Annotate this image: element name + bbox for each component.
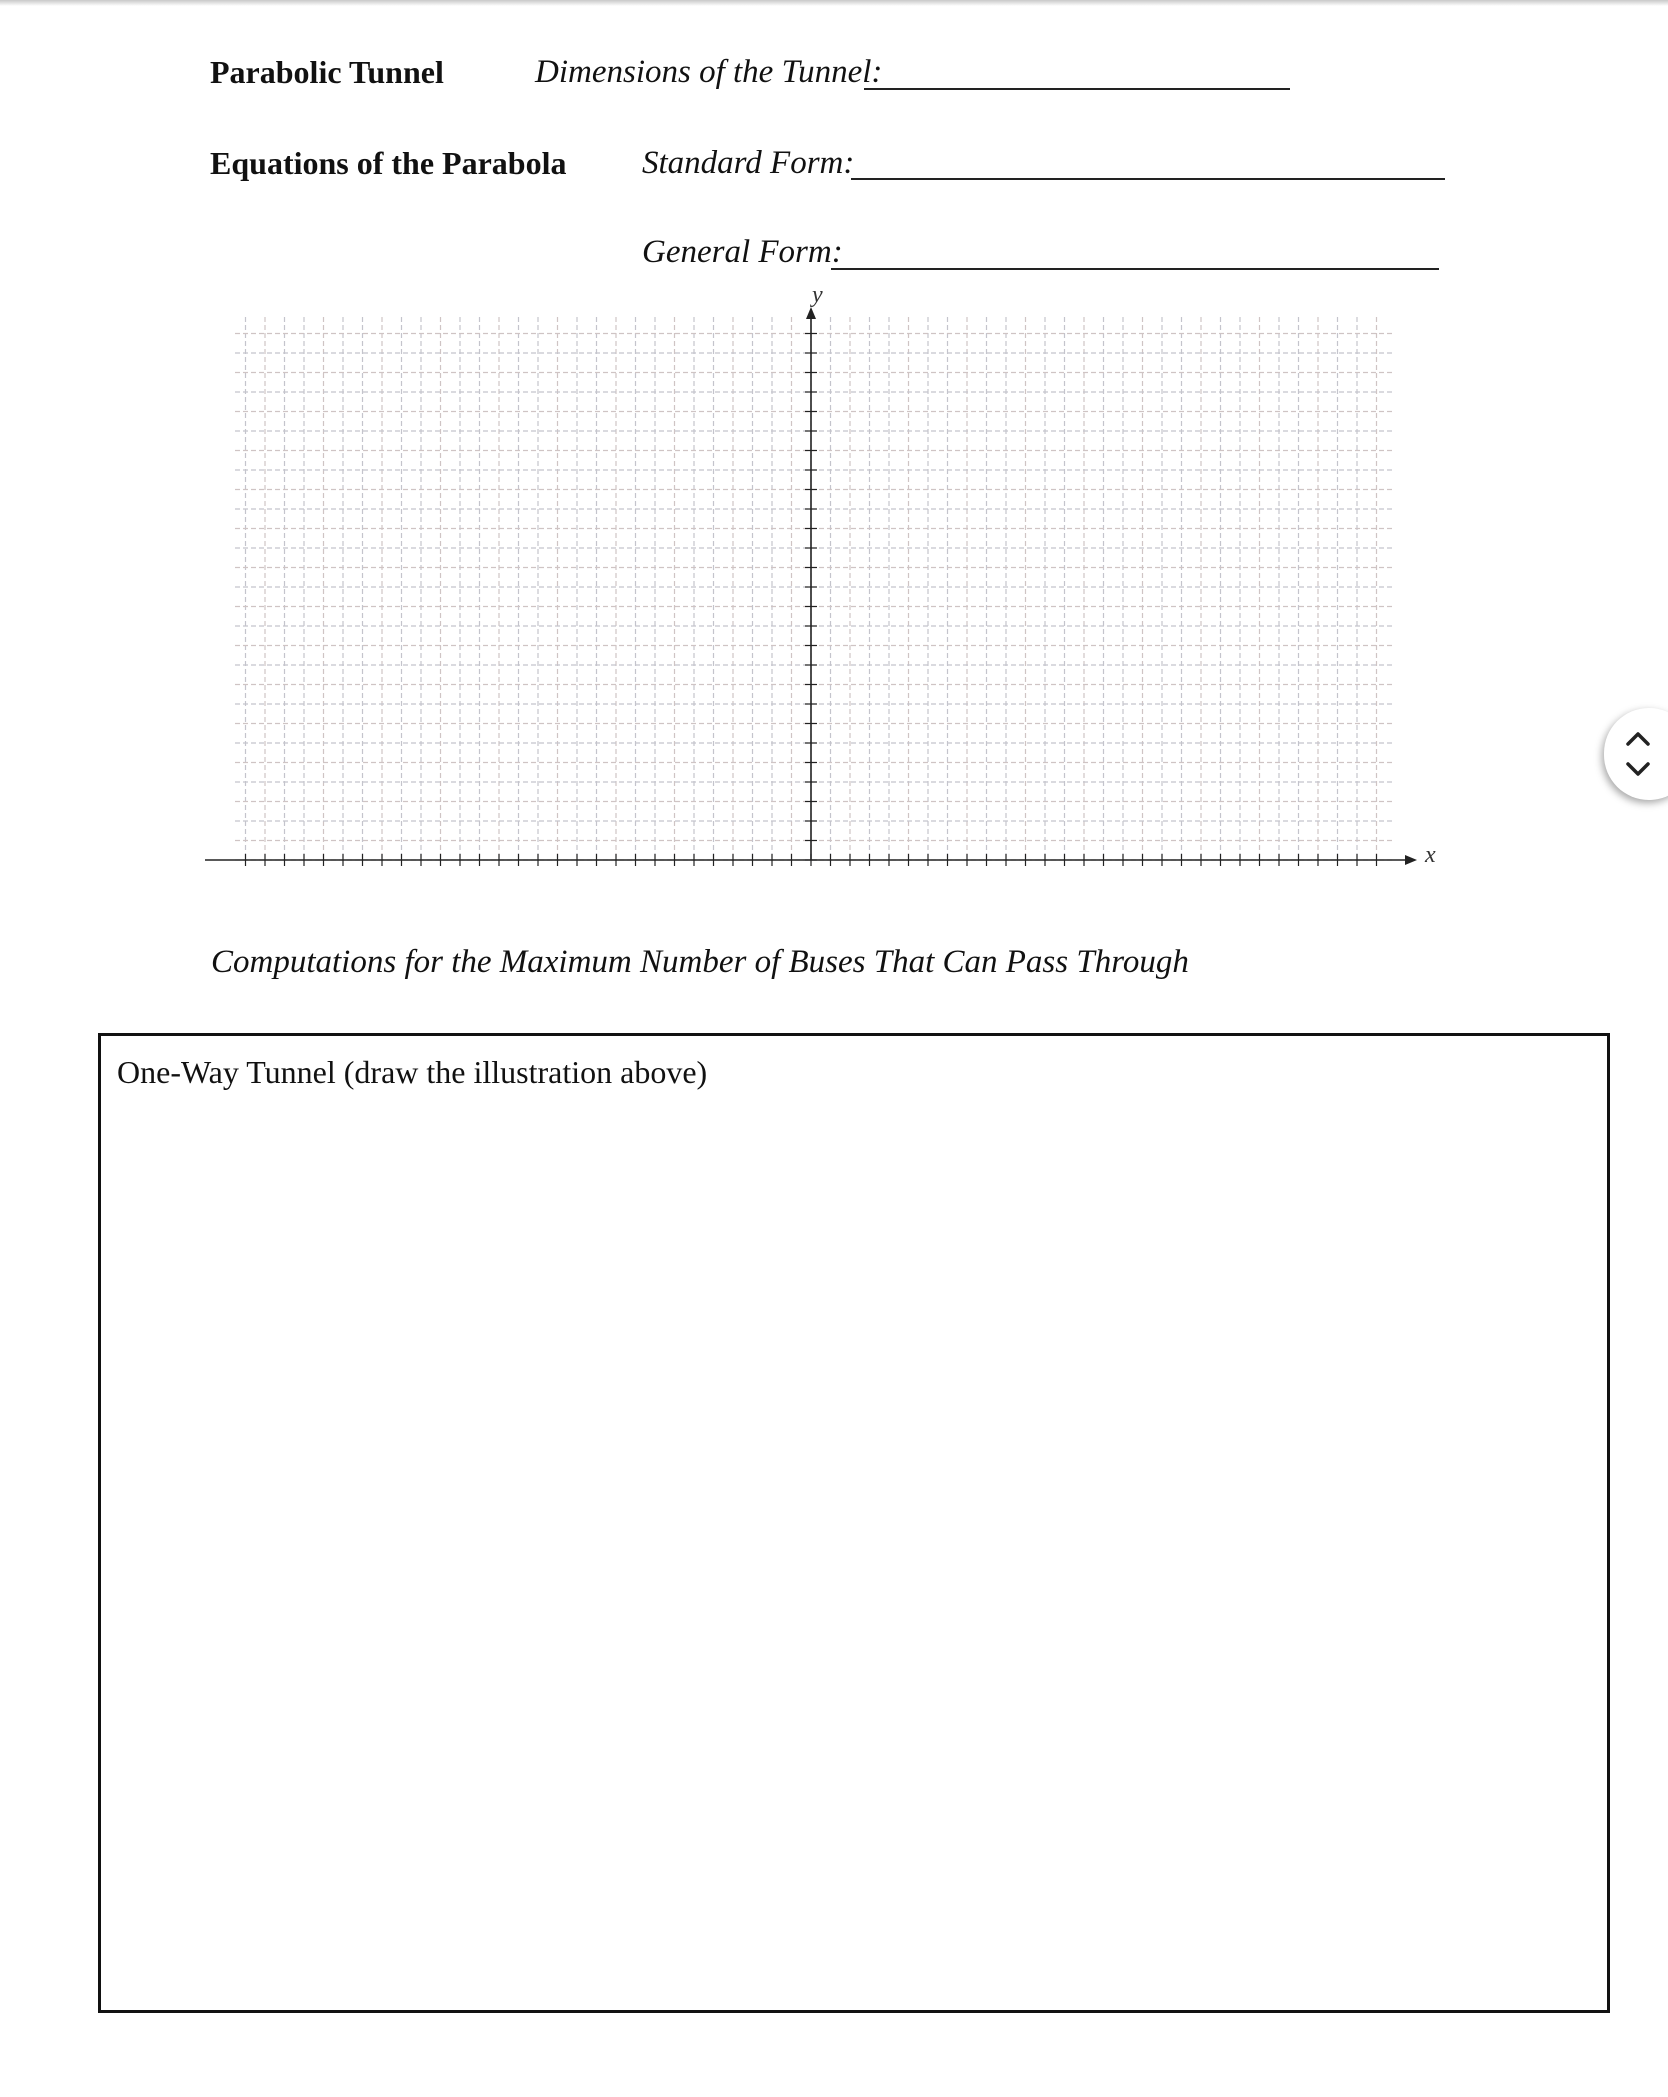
grid-lines: [235, 317, 1395, 860]
standard-form-answer-line[interactable]: [851, 178, 1445, 180]
y-axis-label: y: [812, 282, 823, 308]
x-axis-arrow: [1405, 855, 1417, 865]
coordinate-grid[interactable]: [205, 282, 1465, 882]
computations-caption: Computations for the Maximum Number of Buses That Can Pass Through: [211, 944, 1189, 980]
work-area-label: One-Way Tunnel (draw the illustration above): [117, 1054, 708, 1090]
work-area-box[interactable]: [98, 1033, 1610, 2013]
y-axis-arrow: [806, 307, 816, 319]
dimensions-answer-line[interactable]: [864, 88, 1290, 90]
page-nav-widget: [1604, 708, 1668, 800]
general-form-answer-line[interactable]: [831, 268, 1439, 270]
general-form-label: General Form:: [642, 234, 843, 270]
worksheet-title: Parabolic Tunnel: [210, 54, 444, 90]
chevron-up-icon[interactable]: [1624, 726, 1652, 750]
dimensions-label: Dimensions of the Tunnel:: [535, 54, 883, 90]
standard-form-label: Standard Form:: [642, 145, 855, 181]
chevron-down-icon[interactable]: [1624, 758, 1652, 782]
equations-heading: Equations of the Parabola: [210, 145, 567, 181]
x-axis-label: x: [1425, 842, 1436, 868]
page-top-edge: [0, 0, 1668, 6]
